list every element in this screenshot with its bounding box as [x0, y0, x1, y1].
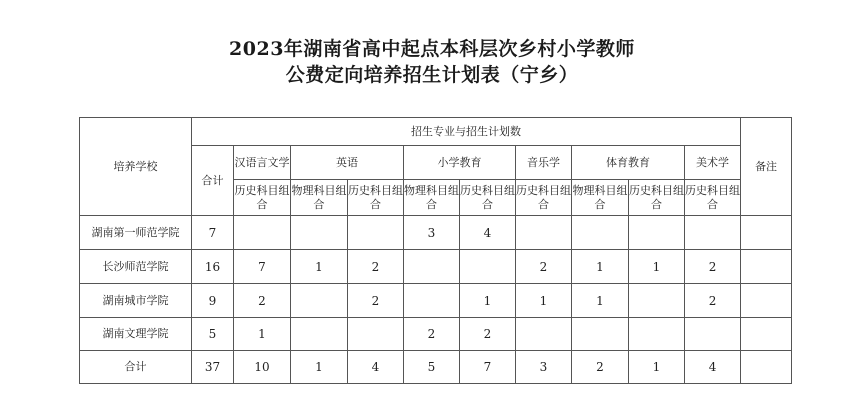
cell-primary-history: 1	[460, 284, 516, 318]
cell-primary-physics	[404, 250, 460, 284]
cell-remark	[741, 216, 792, 250]
cell-art-history: 4	[685, 351, 741, 384]
row-total: 9	[192, 284, 234, 318]
header-major-primary: 小学教育	[404, 146, 516, 180]
cell-english-physics: 1	[291, 250, 348, 284]
cell-pe-physics: 2	[572, 351, 629, 384]
cell-english-history: 2	[348, 250, 404, 284]
cell-english-history: 4	[348, 351, 404, 384]
cell-pe-history: 1	[629, 351, 685, 384]
header-combo-chinese-history: 历史科目组合	[234, 180, 291, 216]
cell-art-history	[685, 318, 741, 351]
cell-primary-history: 7	[460, 351, 516, 384]
row-school: 长沙师范学院	[80, 250, 192, 284]
header-combo-music-history: 历史科目组合	[516, 180, 572, 216]
table-row	[80, 318, 792, 351]
document-title-line-1: 2023年湖南省高中起点本科层次乡村小学教师	[229, 38, 635, 60]
cell-art-history: 2	[685, 284, 741, 318]
header-major-pe: 体育教育	[572, 146, 685, 180]
cell-pe-history	[629, 216, 685, 250]
header-total: 合计	[192, 146, 234, 216]
cell-music-history	[516, 318, 572, 351]
cell-pe-physics	[572, 318, 629, 351]
header-combo-pe-physics: 物理科目组合	[572, 180, 629, 216]
row-school: 湖南第一师范学院	[80, 216, 192, 250]
cell-pe-physics: 1	[572, 284, 629, 318]
cell-chinese-history: 2	[234, 284, 291, 318]
table-row-total	[80, 351, 792, 384]
cell-remark	[741, 351, 792, 384]
cell-music-history	[516, 216, 572, 250]
cell-pe-history	[629, 318, 685, 351]
row-total: 7	[192, 216, 234, 250]
header-combo-english-history: 历史科目组合	[348, 180, 404, 216]
row-school: 合计	[80, 351, 192, 384]
cell-remark	[741, 284, 792, 318]
cell-primary-physics: 5	[404, 351, 460, 384]
cell-primary-history: 4	[460, 216, 516, 250]
header-combo-primary-physics: 物理科目组合	[404, 180, 460, 216]
header-combo-english-physics: 物理科目组合	[291, 180, 348, 216]
header-major-english: 英语	[291, 146, 404, 180]
cell-pe-history: 1	[629, 250, 685, 284]
header-school: 培养学校	[80, 118, 192, 216]
row-total: 16	[192, 250, 234, 284]
cell-art-history: 2	[685, 250, 741, 284]
header-major-chinese: 汉语言文学	[234, 146, 291, 180]
cell-english-history: 2	[348, 284, 404, 318]
table-row	[80, 216, 792, 250]
header-combo-pe-history: 历史科目组合	[629, 180, 685, 216]
cell-english-history	[348, 216, 404, 250]
cell-remark	[741, 318, 792, 351]
cell-chinese-history: 7	[234, 250, 291, 284]
cell-english-physics: 1	[291, 351, 348, 384]
header-combo-primary-history: 历史科目组合	[460, 180, 516, 216]
cell-primary-history	[460, 250, 516, 284]
cell-primary-physics	[404, 284, 460, 318]
cell-primary-physics: 2	[404, 318, 460, 351]
header-combo-art-history: 历史科目组合	[685, 180, 741, 216]
cell-english-physics	[291, 284, 348, 318]
cell-english-history	[348, 318, 404, 351]
table-row	[80, 284, 792, 318]
header-major-group: 招生专业与招生计划数	[192, 118, 741, 146]
cell-primary-physics: 3	[404, 216, 460, 250]
cell-pe-physics	[572, 216, 629, 250]
table-row	[80, 250, 792, 284]
header-major-art: 美术学	[685, 146, 741, 180]
cell-pe-history	[629, 284, 685, 318]
cell-art-history	[685, 216, 741, 250]
row-school: 湖南文理学院	[80, 318, 192, 351]
cell-music-history: 3	[516, 351, 572, 384]
cell-music-history: 2	[516, 250, 572, 284]
cell-chinese-history: 1	[234, 318, 291, 351]
header-major-music: 音乐学	[516, 146, 572, 180]
row-total: 5	[192, 318, 234, 351]
document-title-line-2: 公费定向培养招生计划表（宁乡）	[285, 64, 579, 86]
header-remark: 备注	[741, 118, 792, 216]
enrollment-plan-table	[79, 117, 792, 384]
cell-music-history: 1	[516, 284, 572, 318]
cell-chinese-history	[234, 216, 291, 250]
cell-primary-history: 2	[460, 318, 516, 351]
cell-pe-physics: 1	[572, 250, 629, 284]
row-school: 湖南城市学院	[80, 284, 192, 318]
cell-english-physics	[291, 318, 348, 351]
cell-english-physics	[291, 216, 348, 250]
row-total: 37	[192, 351, 234, 384]
cell-chinese-history: 10	[234, 351, 291, 384]
header-row-1	[80, 118, 792, 146]
cell-remark	[741, 250, 792, 284]
